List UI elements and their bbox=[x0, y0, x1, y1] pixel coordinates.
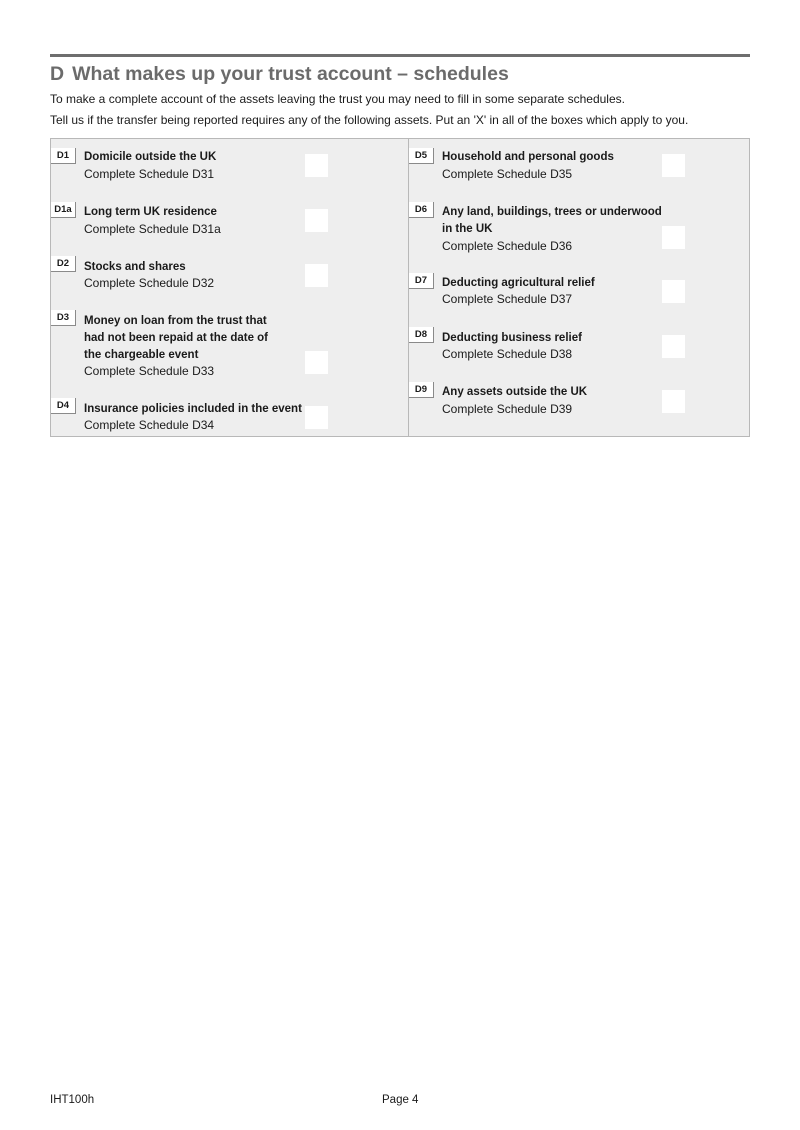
question-code: D1a bbox=[51, 202, 76, 218]
question-code: D8 bbox=[409, 327, 434, 343]
schedule-text: Complete Schedule D31a bbox=[84, 222, 221, 236]
d8-checkbox[interactable] bbox=[662, 335, 685, 358]
question-text: Long term UK residence bbox=[84, 206, 217, 218]
section-rule bbox=[50, 54, 750, 57]
d2-checkbox[interactable] bbox=[305, 264, 328, 287]
question-text: Deducting agricultural relief bbox=[442, 277, 595, 289]
schedule-text: Complete Schedule D31 bbox=[84, 167, 215, 181]
question-code: D6 bbox=[409, 202, 434, 218]
d3-checkbox[interactable] bbox=[305, 351, 328, 374]
d1a-checkbox[interactable] bbox=[305, 209, 328, 232]
schedule-text: Complete Schedule D38 bbox=[442, 347, 573, 361]
d7-checkbox[interactable] bbox=[662, 280, 685, 303]
d1-checkbox[interactable] bbox=[305, 154, 328, 177]
question-text: Domicile outside the UK bbox=[84, 151, 217, 163]
d4-checkbox[interactable] bbox=[305, 406, 328, 429]
section-title-text: What makes up your trust account – schedules bbox=[72, 63, 509, 85]
form-id: IHT100h bbox=[50, 1094, 95, 1106]
question-code: D1 bbox=[51, 148, 76, 164]
section-title bbox=[50, 63, 509, 86]
d6-checkbox[interactable] bbox=[662, 226, 685, 249]
question-code: D2 bbox=[51, 256, 76, 272]
question-code: D7 bbox=[409, 273, 434, 289]
schedules-panel bbox=[50, 138, 750, 437]
schedule-text: Complete Schedule D37 bbox=[442, 292, 573, 306]
section-letter: D bbox=[50, 63, 65, 85]
question-text: Household and personal goods bbox=[442, 151, 614, 163]
schedule-text: Complete Schedule D32 bbox=[84, 276, 215, 290]
question-code: D9 bbox=[409, 382, 434, 398]
question-text: Deducting business relief bbox=[442, 332, 582, 344]
schedule-text: Complete Schedule D34 bbox=[84, 418, 215, 432]
question-text: Money on loan from the trust that had not been repaid at the date of the chargeable event bbox=[84, 315, 269, 361]
question-code: D4 bbox=[51, 398, 76, 414]
d5-checkbox[interactable] bbox=[662, 154, 685, 177]
page-number: Page 4 bbox=[382, 1094, 419, 1106]
question-text: Insurance policies included in the event bbox=[84, 403, 302, 415]
schedule-text: Complete Schedule D36 bbox=[442, 239, 573, 253]
question-code: D5 bbox=[409, 148, 434, 164]
intro-text: To make a complete account of the assets leaving the trust you may need to fill in some separate schedules. bbox=[50, 92, 625, 106]
schedule-text: Complete Schedule D39 bbox=[442, 402, 573, 416]
d9-checkbox[interactable] bbox=[662, 390, 685, 413]
question-text: Any assets outside the UK bbox=[442, 386, 588, 398]
question-text: Stocks and shares bbox=[84, 261, 186, 273]
question-code: D3 bbox=[51, 310, 76, 326]
instruction-text: Tell us if the transfer being reported requires any of the following assets. Put an 'X' in all of the boxes which apply to you. bbox=[50, 113, 689, 127]
schedule-text: Complete Schedule D33 bbox=[84, 364, 215, 378]
schedule-text: Complete Schedule D35 bbox=[442, 167, 573, 181]
question-text: Any land, buildings, trees or underwood in the UK bbox=[442, 206, 662, 235]
